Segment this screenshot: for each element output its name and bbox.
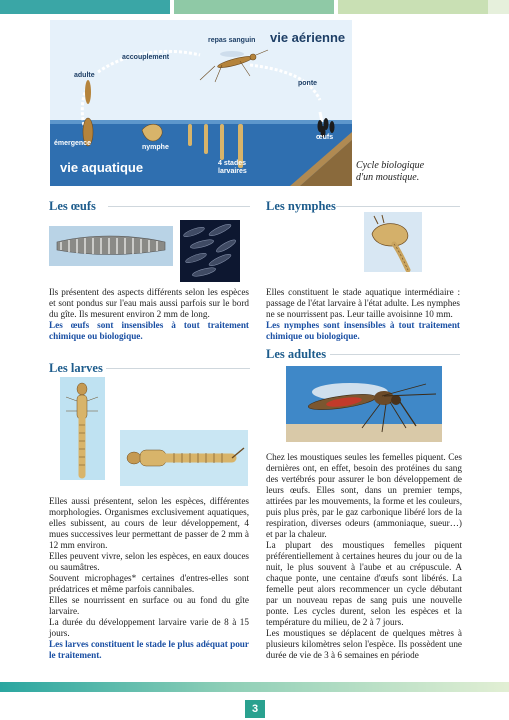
heading-rule	[108, 206, 250, 207]
eggs-drawing	[180, 220, 240, 282]
oeufs-emphasis: Les œufs sont insensibles à tout traitement chimique ou biologique.	[49, 320, 249, 341]
heading-rule	[106, 368, 250, 369]
egg-raft-drawing	[49, 226, 173, 266]
heading-oeufs: Les œufs	[49, 199, 96, 213]
label-adulte: adulte	[74, 72, 95, 79]
label-emergence: émergence	[54, 140, 91, 147]
eggs-photo	[180, 220, 240, 282]
life-cycle-illustration	[50, 20, 352, 186]
larves-text	[49, 496, 249, 661]
label-nymphe: nymphe	[142, 144, 169, 151]
label-accouplement: accouplement	[122, 54, 170, 61]
larves-emphasis: Les larves constituent le stade le plus adéquat pour le traitement.	[49, 639, 249, 660]
larva-horizontal-photo	[120, 430, 248, 486]
label-ponte: ponte	[298, 80, 318, 87]
adultes-paragraph-3: Les moustiques se déplacent de quelques mètres à plusieurs kilomètres selon l'espèce. Ils possèdent une durée de vie de 3 à 6 semaines en période	[266, 628, 462, 660]
larva-vertical-drawing	[60, 377, 105, 480]
cycle-caption	[356, 160, 486, 184]
nymph-photo	[364, 212, 422, 272]
top-bar-segment	[338, 0, 488, 14]
oeufs-text	[49, 287, 249, 342]
caption-line-2: d'un moustique.	[356, 172, 420, 183]
heading-rule	[330, 354, 460, 355]
top-bar-segment	[174, 0, 334, 14]
nymph-drawing	[364, 212, 422, 272]
adult-mosquito-photo	[286, 366, 442, 442]
larva-horizontal-drawing	[120, 430, 248, 486]
adultes-paragraph-2: La plupart des moustiques femelles piquent préférentiellement à certaines heures du jour ou de la nuit, le plus souvent à l'aube et au crépuscule. A chaque ponte, une centaine d'œufs sont libérés. La femelle peut alors recommencer un cycle débutant par un nouveau repas de sang puis une nouvelle ponte. Les cycles durent, selon les espèces et la température du milieu, de 2 à 7 jours.	[266, 540, 462, 627]
heading-larves: Les larves	[49, 361, 103, 375]
water-title: vie aquatique	[60, 160, 144, 175]
heading-rule	[336, 206, 460, 207]
top-bar-segment	[488, 0, 509, 14]
heading-nymphes: Les nymphes	[266, 199, 336, 213]
page-number: 3	[245, 700, 265, 718]
larves-paragraph-5: La durée du développement larvaire varie de 8 à 15 jours.	[49, 617, 249, 638]
nymphes-paragraph: Elles constituent le stade aquatique intermédiaire : passage de l'état larvaire à l'état adulte. Les nymphes ne se nourrissent pas. Leur taille avoisinne 10 mm.	[266, 287, 460, 319]
larves-paragraph-1: Elles aussi présentent, selon les espèces, différentes morphologies. Organismes exclusivement aquatiques, elles subissent, au cours de leur développement, 4 mues successives leur permettant de passer de 2 mm à 12 mm environ.	[49, 496, 249, 550]
egg-raft-photo	[49, 226, 173, 266]
caption-line-1: Cycle biologique	[356, 160, 425, 171]
label-oeufs: œufs	[316, 134, 334, 141]
label-stades-2: larvaires	[218, 168, 247, 175]
nymphes-text	[266, 287, 460, 342]
top-color-bar	[0, 0, 509, 14]
bottom-color-bar	[0, 682, 509, 692]
larves-paragraph-3: Souvent microphages* certaines d'entres-elles sont prédatrices et même parfois cannibales.	[49, 573, 249, 594]
larves-paragraph-2: Elles peuvent vivre, selon les espèces, en eaux douces ou saumâtres.	[49, 551, 249, 572]
label-stades-1: 4 stades	[218, 160, 247, 167]
oeufs-paragraph: Ils présentent des aspects différents selon les espèces et sont pondus sur l'eau mais aussi parfois sur le bord du gîte. Ils mesurent environ 2 mm de long.	[49, 287, 249, 319]
nymphes-emphasis: Les nymphes sont insensibles à tout traitement chimique ou biologique.	[266, 320, 460, 341]
larves-paragraph-4: Elles se nourrissent en surface ou au fond du gîte larvaire.	[49, 595, 249, 616]
adult-mosquito-drawing	[286, 366, 442, 442]
larva-vertical-photo	[60, 377, 105, 480]
heading-adultes: Les adultes	[266, 347, 327, 361]
sky-title: vie aérienne	[270, 30, 346, 45]
adultes-text	[266, 452, 462, 661]
label-repas: repas sanguin	[208, 37, 256, 44]
top-bar-segment	[0, 0, 170, 14]
adultes-paragraph-1: Chez les moustiques seules les femelles piquent. Ces dernières ont, en effet, besoin des protéines du sang des vertébrés pour assurer le bon développement de leurs œufs. Elles sont, dans un premier temps, attirées par les mouvements, la forme et les couleurs, puis plus près, par le gaz carbonique libéré lors de la respiration, diverses odeurs (ammoniaque, sueur…) et par la chaleur.	[266, 452, 462, 539]
